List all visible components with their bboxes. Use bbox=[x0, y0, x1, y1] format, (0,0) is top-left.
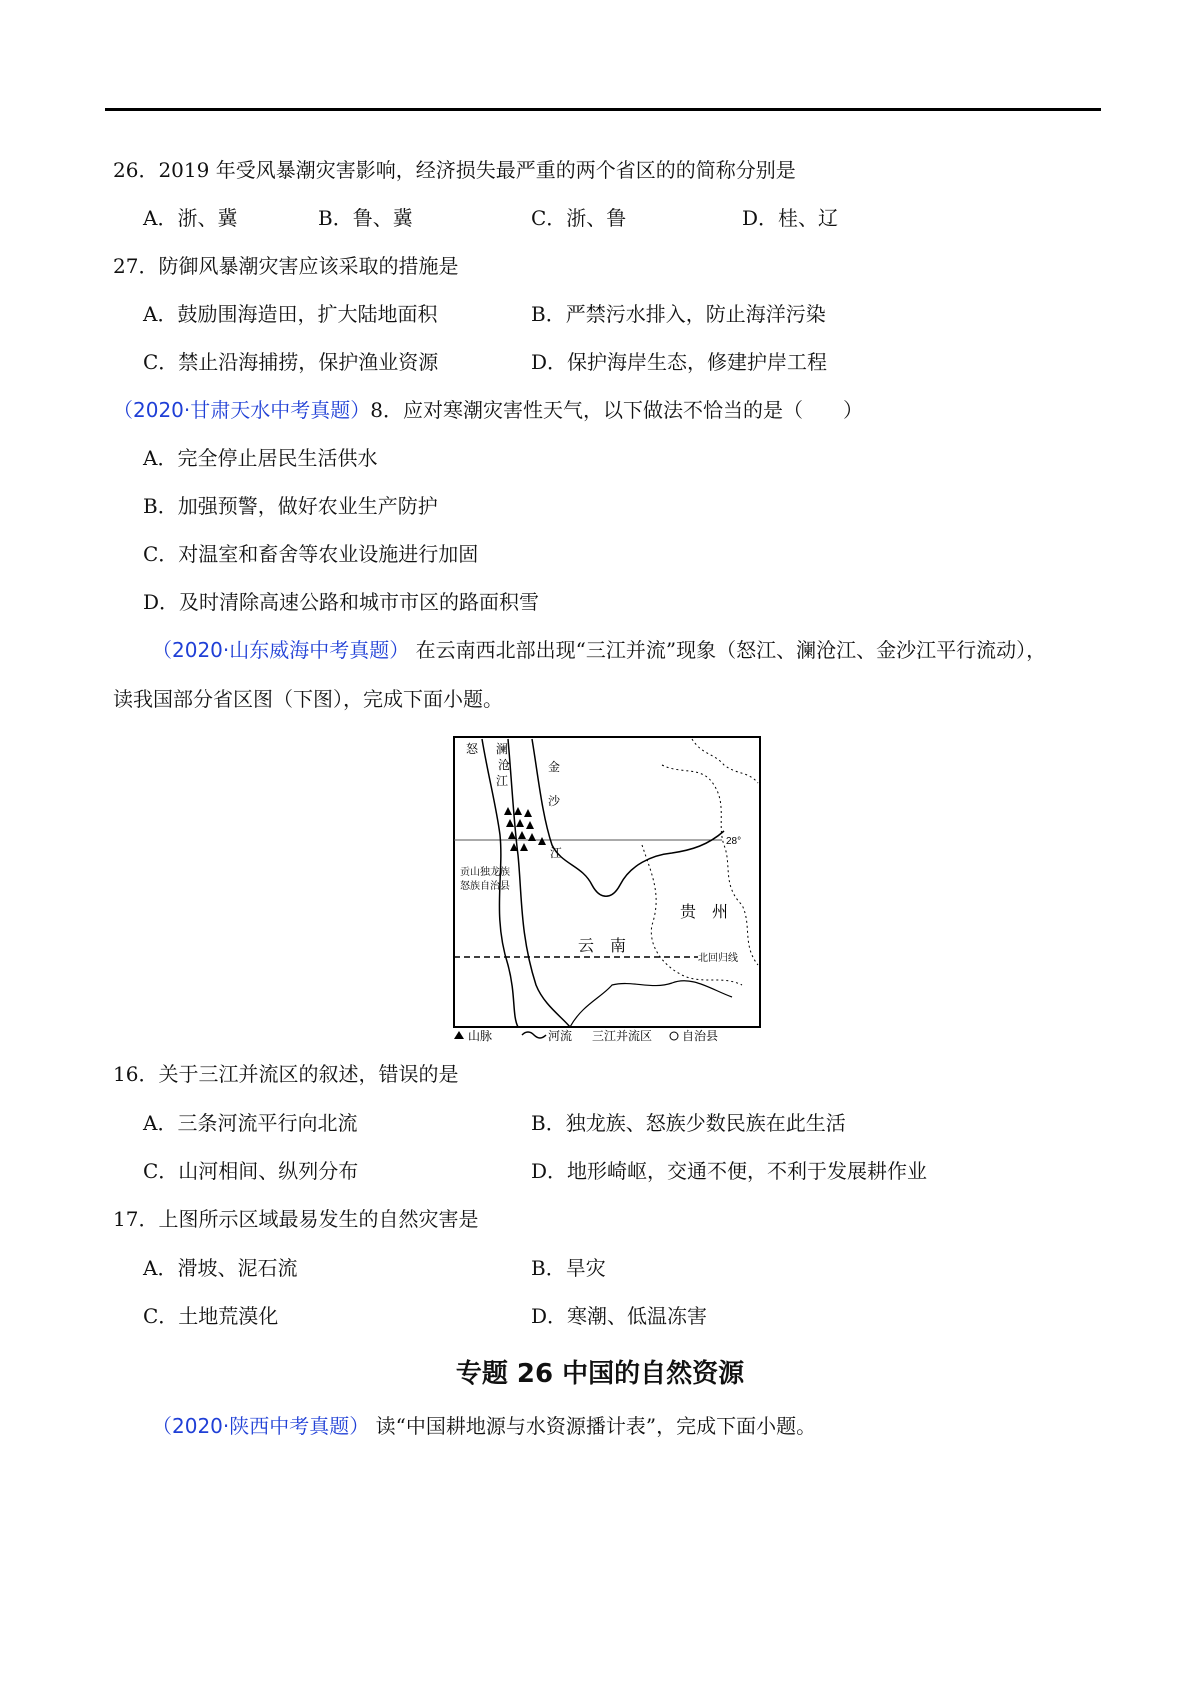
map-label-nu: 怒 bbox=[466, 742, 479, 756]
map-legend bbox=[454, 1028, 718, 1043]
map-label-sha: 沙 bbox=[548, 794, 561, 808]
q16-option-b: B．独龙族、怒族少数民族在此生活 bbox=[531, 1111, 846, 1135]
q8-stem: 8．应对寒潮灾害性天气，以下做法不恰当的是（ ） bbox=[370, 398, 863, 422]
map-label-cang: 沧 bbox=[498, 758, 511, 772]
map-label-county2: 怒族自治县 bbox=[460, 881, 510, 892]
header-rule bbox=[105, 108, 1101, 111]
map-label-jiang1: 江 bbox=[496, 774, 509, 788]
q17-option-b: B．旱灾 bbox=[531, 1256, 606, 1280]
q26-option-c: C．浙、鲁 bbox=[531, 206, 627, 230]
q26-option-d: D．桂、辽 bbox=[742, 206, 839, 230]
q17-option-d: D．寒潮、低温冻害 bbox=[531, 1304, 708, 1328]
q8-source: （2020·甘肃天水中考真题） bbox=[113, 398, 371, 422]
q27-stem: 27．防御风暴潮灾害应该采取的措施是 bbox=[113, 254, 459, 278]
legend-river: 河流 bbox=[548, 1029, 573, 1043]
q16-option-d: D．地形崎岖，交通不便，不利于发展耕作业 bbox=[531, 1159, 928, 1183]
q27-option-c: C．禁止沿海捕捞，保护渔业资源 bbox=[143, 350, 439, 374]
last-line bbox=[152, 1413, 816, 1439]
q17-stem: 17．上图所示区域最易发生的自然灾害是 bbox=[113, 1207, 479, 1231]
q8-option-d: D．及时清除高速公路和城市市区的路面积雪 bbox=[143, 590, 540, 614]
q16-stem: 16．关于三江并流区的叙述，错误的是 bbox=[113, 1062, 459, 1086]
map-label-jin: 金 bbox=[548, 760, 561, 774]
q8-option-a: A．完全停止居民生活供水 bbox=[143, 446, 378, 470]
legend-county: 自治县 bbox=[682, 1029, 719, 1043]
map-label-tropic: 北回归线 bbox=[698, 953, 738, 964]
q8-option-c: C．对温室和畜舍等农业设施进行加固 bbox=[143, 542, 479, 566]
q8-line bbox=[113, 397, 863, 423]
map-label-lan: 澜 bbox=[496, 742, 509, 756]
map-label-yunnan: 云 南 bbox=[578, 938, 627, 955]
legend-mountain: 山脉 bbox=[468, 1029, 493, 1043]
q26-option-b: B．鲁、冀 bbox=[318, 206, 413, 230]
q16-option-a: A．三条河流平行向北流 bbox=[143, 1111, 358, 1135]
legend-area: 三江并流区 bbox=[592, 1029, 653, 1043]
map-label-county1: 贡山独龙族 bbox=[460, 867, 510, 878]
q27-option-a: A．鼓励围海造田，扩大陆地面积 bbox=[143, 302, 438, 326]
intro-text2: 读我国部分省区图（下图），完成下面小题。 bbox=[113, 687, 503, 711]
q17-option-c: C．土地荒漠化 bbox=[143, 1304, 279, 1328]
last-source: （2020·陕西中考真题） bbox=[152, 1414, 370, 1438]
q27-option-d: D．保护海岸生态，修建护岸工程 bbox=[531, 350, 828, 374]
q17-option-a: A．滑坡、泥石流 bbox=[143, 1256, 298, 1280]
last-text: 读“中国耕地源与水资源播计表”，完成下面小题。 bbox=[375, 1414, 817, 1438]
map-label-jiang2: 江 bbox=[550, 846, 563, 860]
q26-stem: 26．2019 年受风暴潮灾害影响，经济损失最严重的两个省区的的简称分别是 bbox=[113, 158, 796, 182]
legend-river-icon bbox=[522, 1032, 546, 1038]
intro-line1 bbox=[152, 637, 1046, 663]
map-label-guizhou: 贵 州 bbox=[680, 904, 729, 921]
q27-option-b: B．严禁污水排入，防止海洋污染 bbox=[531, 302, 826, 326]
section-title: 专题 26 中国的自然资源 bbox=[455, 1359, 745, 1389]
q8-option-b: B．加强预警，做好农业生产防护 bbox=[143, 494, 438, 518]
intro-source: （2020·山东威海中考真题） bbox=[152, 638, 410, 662]
legend-mountain-icon bbox=[454, 1031, 464, 1039]
intro-text1: 在云南西北部出现“三江并流”现象（怒江、澜沧江、金沙江平行流动）， bbox=[415, 638, 1047, 662]
legend-county-icon bbox=[670, 1032, 678, 1040]
q16-option-c: C．山河相间、纵列分布 bbox=[143, 1159, 359, 1183]
three-rivers-map bbox=[452, 735, 762, 1043]
map-label-lat: 28° bbox=[726, 836, 742, 847]
q26-option-a: A．浙、冀 bbox=[143, 206, 238, 230]
